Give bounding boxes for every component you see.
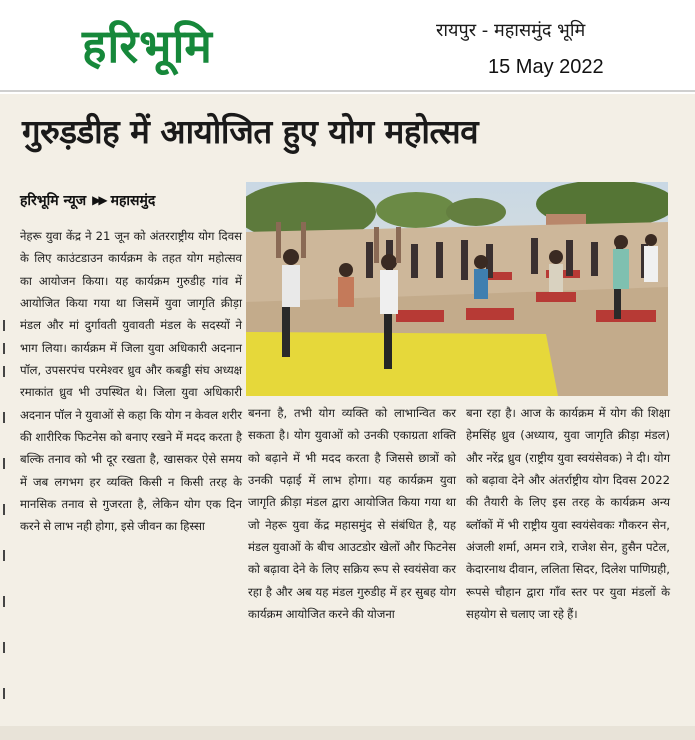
- masthead: [0, 0, 695, 92]
- article-column-3: [466, 402, 670, 625]
- article-column-1: [20, 225, 242, 538]
- article-column-2: [248, 402, 456, 625]
- edition-label: रायपुर - महासमुंद भूमि: [436, 20, 586, 41]
- article-byline: [20, 185, 242, 215]
- byline-arrows-icon: ▶▶: [92, 193, 105, 207]
- byline-source: हरिभूमि न्यूज: [20, 192, 87, 209]
- clipping-bottom-edge: [0, 726, 695, 740]
- publication-date: 15 May 2022: [488, 56, 604, 78]
- adjacent-column-edge: [0, 320, 10, 700]
- masthead-divider: [0, 90, 695, 92]
- article-headline: गुरुड़डीह में आयोजित हुए योग महोत्सव: [22, 112, 479, 151]
- article-photo: [246, 182, 668, 396]
- newspaper-logo: हरिभूमि: [82, 19, 213, 73]
- byline-place: महासमुंद: [110, 192, 156, 209]
- column-3-text: बना रहा है। आज के कार्यक्रम में योग की शिक्षा हेमसिंह ध्रुव (अध्याय, युवा जागृति क्रीड़ा मंडल) और नरेंद्र ध्रुव (राष्ट्रीय युवा स्वयंसेवक) ने दी। योग को बढ़ावा देने और अंतर्राष्ट्रीय योग दिवस 2022 की तैयारी के लिए इस तरह के कार्यक्रम अन्य ब्लॉकों में भी राष्ट्रीय युवा स्वयंसेवकः गौकरन सेन, अंजली शर्मा, अमन रात्रे, राजेश सेन, हुसैन पटेल, केदारनाथ दीवान, ललिता सिदर, दिलेश पाणिग्रही, रूपसे चौहान द्वारा गाँव स्तर पर युवा मंडलों के सहयोग से चलाए जा रहे हैं।: [466, 406, 670, 622]
- column-1-text: नेहरू युवा केंद्र ने 21 जून को अंतरराष्ट्रीय योग दिवस के लिए काउंटडाउन कार्यक्रम के तहत योग महोत्सव का आयोजन किया। यह कार्यक्रम गुरुडीह गांव में आयोजित किया गया था जिसमें युवा जागृति क्रीड़ा मंडल और मां दुर्गावती युवावती मंडल के सदस्यों ने भाग लिया। कार्यक्रम में जिला युवा अधिकारी अदनान पॉल, उपसरपंच परमेश्वर ध्रुव और कबड्डी संघ अध्यक्ष रमाकांत ध्रुव भी उपस्थित थे। जिला युवा अधिकारी अदनान पॉल ने युवाओं से कहा कि योग न केवल शरीर की शारीरिक फिटनेस को बनाए रखने में मदद करता है बल्कि तनाव को भी दूर रखता है, खासकर ऐसे समय में जब लगभग हर व्यक्ति किसी न किसी तरह के मानसिक तनाव से गुजरता है, लेकिन योग एक दिन करने से लाभ नही होगा, इसे जीवन का हिस्सा: [20, 229, 242, 534]
- yoga-photo-illustration: [246, 182, 668, 396]
- column-2-text: बनना है, तभी योग व्यक्ति को लाभान्वित कर सकता है। योग युवाओं को उनकी एकाग्रता शक्ति को बढ़ाने में भी मदद करता है जिससे छात्रों को उनकी पढ़ाई में लाभ होगा। यह कार्यक्रम युवा जागृति क्रीड़ा मंडल द्वारा आयोजित किया गया था जो नेहरू युवा केंद्र महासमुंद से संबंधित है, यह मंडल युवाओं के बीच आउटडोर खेलों और फिटनेस को बढ़ावा देने के लिए सक्रिय रूप से स्वयंसेवा कर रहा है और अब यह मंडल गुरुडीह में हर सुबह योग कार्यक्रम आयोजित करने की योजना: [248, 406, 456, 622]
